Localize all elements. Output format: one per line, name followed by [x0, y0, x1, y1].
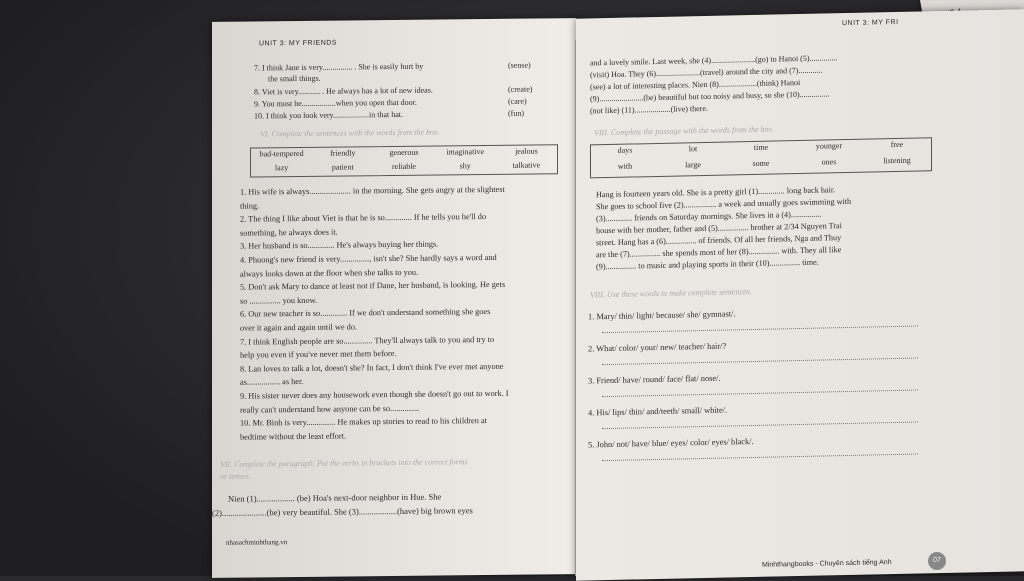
passage-line: She goes to school five (2)................ a week and usually goes swimming with: [596, 196, 852, 212]
word-box-item: talkative: [512, 160, 541, 170]
paragraph-line: (2).....................(be) very beautiful. She (3)..................(have) big brown eyes: [212, 505, 473, 518]
paragraph-line: and a lovely smile. Last week, she (4)......................(go) to Hanoi (5)..............: [590, 53, 838, 68]
sentence-line: over it again and again until we do.: [240, 322, 358, 333]
exercise-line: the small things.: [268, 73, 321, 84]
exercise-line: 4. His/ lips/ thin/ and/teeth/ small/ white/.: [588, 405, 728, 418]
answer-line[interactable]: [602, 390, 918, 398]
exercise-line: 2. What/ color/ your/ new/ teacher/ hair/?: [588, 341, 727, 354]
sentence-line: as................ as her.: [240, 377, 304, 388]
word-hint: (care): [508, 96, 527, 106]
section-heading: VIII. Complete the passage with the words from the box.: [594, 124, 775, 138]
word-box-item: listening: [883, 155, 911, 166]
sentence-line: something, he always does it.: [240, 227, 338, 238]
exercise-line: 8. Viet is very........... . He always has a lot of new ideas.: [254, 85, 433, 97]
paragraph-line: (not like) (11)..................(live) there.: [590, 103, 708, 116]
page-header: UNIT 3: MY FRI: [842, 18, 899, 28]
passage-line: are the (7)............... she spends most of her (8)............... with. They all like: [596, 245, 842, 260]
footer-website: nhasachminhthang.vn: [226, 538, 288, 547]
sentence-line: 5. Don't ask Mary to dance at least not if Dane, her husband, is looking. He gets: [240, 280, 506, 292]
section-heading: VII. Complete the paragraph. Put the verbs in brackets into the correct forms: [220, 457, 468, 469]
word-hint: (fun): [508, 108, 524, 118]
word-box-item: lazy: [274, 163, 289, 173]
section-heading: VIII. Use these words to make complete sentences.: [590, 287, 752, 300]
section-heading: VI. Complete the sentences with the words from the box.: [260, 127, 440, 139]
word-box-item: with: [617, 161, 633, 171]
word-box: [590, 137, 932, 178]
exercise-line: 3. Friend/ have/ round/ face/ flat/ nose/.: [588, 373, 721, 386]
footer-publisher: Minhthangbooks - Chuyên sách tiếng Anh: [762, 559, 892, 569]
word-box-item: some: [752, 158, 770, 168]
passage-line: (9)............... to music and playing sports in their (10)............... time.: [596, 257, 819, 272]
sentence-line: 9. His sister never does any housework even though she doesn't go out to work. I: [240, 388, 509, 401]
sentence-line: 6. Our new teacher is so............. If we don't understand something she goes: [240, 307, 491, 320]
word-hint: (create): [508, 84, 533, 94]
word-box-item: reliable: [392, 161, 416, 172]
word-box-item: bad-tempered: [259, 148, 304, 159]
sentence-line: 3. Her husband is so............. He's always buying her things.: [240, 239, 439, 252]
exercise-line: 1. Mary/ thin/ light/ because/ she/ gymnast/.: [588, 309, 736, 322]
passage-line: Hang is fourteen years old. She is a pretty girl (1)............. long back hair.: [596, 185, 836, 200]
paragraph-line: (visit) Hoa. They (6)......................(travel) around the city and (7)............: [590, 65, 823, 80]
word-box: [250, 144, 558, 177]
answer-line[interactable]: [602, 422, 918, 430]
section-heading: or tenses.: [220, 471, 251, 481]
word-box-item: time: [753, 142, 769, 152]
word-box-item: generous: [389, 147, 419, 158]
page-header: UNIT 3: MY FRIENDS: [259, 39, 337, 48]
exercise-line: 5. John/ not/ have/ blue/ eyes/ color/ eyes/ black/.: [588, 436, 754, 450]
sentence-line: always looks down at the floor when she talks to you.: [240, 267, 419, 279]
word-box-item: jealous: [515, 146, 538, 156]
exercise-line: 10. I think you look very..................in that hat.: [254, 109, 404, 121]
answer-line[interactable]: [602, 358, 918, 366]
left-page: [212, 18, 576, 578]
word-box-item: free: [890, 139, 904, 150]
sentence-line: 8. Lan loves to talk a lot, doesn't she? In fact, I don't think I've ever met anyone: [240, 361, 504, 374]
sentence-line: so ............... you know.: [240, 295, 318, 306]
sentence-line: 2. The thing I like about Viet is that he is so............. If he tells you he'll do: [240, 212, 487, 224]
sentence-line: help you even if you've never met them before.: [240, 349, 397, 360]
page-number-badge: 07: [928, 552, 946, 570]
sentence-line: bedtime without the least effort.: [240, 431, 347, 442]
word-box-item: patient: [331, 162, 354, 172]
word-box-item: days: [617, 145, 633, 155]
sentence-line: thing.: [240, 201, 260, 211]
right-page: [576, 9, 1024, 580]
word-box-item: large: [685, 160, 701, 170]
answer-line[interactable]: [602, 454, 918, 462]
sentence-line: 4. Phuong's new friend is very.............., isn't she? She hardly says a word and: [240, 252, 497, 265]
word-box-item: younger: [815, 141, 843, 151]
passage-line: house with her mother, father and (5)............... brother at 2/34 Nguyen Trai: [596, 221, 842, 236]
paragraph-line: (see) a lot of interesting places. Nien (8)...................(think) Hanoi: [590, 77, 801, 92]
answer-line[interactable]: [602, 326, 918, 334]
sentence-line: 7. I think English people are so.............. They'll always talk to you and try to: [240, 334, 495, 347]
word-box-item: friendly: [330, 148, 356, 158]
word-box-item: shy: [459, 161, 471, 171]
passage-line: (3)............. friends on Saturday mornings. She lives in a (4)...............: [596, 209, 822, 224]
exercise-line: 9. You must be.................when you open that door.: [254, 97, 417, 109]
exercise-line: 7. I think Jane is very............... . She is easily hurt by: [254, 61, 424, 73]
word-box-item: ones: [821, 157, 837, 167]
word-hint: (sense): [508, 60, 531, 70]
sentence-line: 1. His wife is always.................... in the morning. She gets angry at the slightest: [240, 184, 505, 197]
sentence-line: really can't understand how anyone can be so..............: [240, 403, 420, 415]
sentence-line: 10. Mr. Binh is very.............. He makes up stories to read to his children at: [240, 416, 487, 428]
passage-line: street. Hang has a (6)............... of friends. Of all her friends, Nga and Thuy: [596, 233, 842, 248]
paragraph-line: Nien (1).................. (be) Hoa's next-door neighbor in Hue. She: [228, 491, 442, 504]
word-box-item: lot: [688, 144, 698, 154]
paragraph-line: (9)......................(be) beautiful but too noisy and busy, so she (10)...............: [590, 89, 830, 104]
word-box-item: imaginative: [446, 147, 485, 157]
